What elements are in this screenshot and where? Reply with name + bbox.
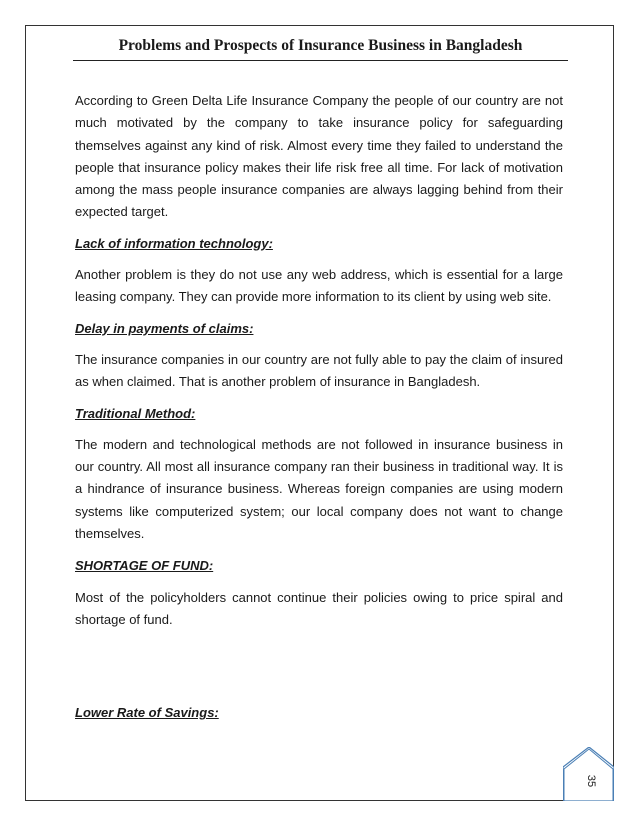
section-heading-delay-in-claims: Delay in payments of claims: [75,320,254,336]
section-heading-traditional-method: Traditional Method: [75,405,196,421]
section-body-shortage-of-fund: Most of the policyholders cannot continue their policies owing to price spiral and shortage of fund. [75,589,563,627]
section-heading-information-technology: Lack of information technology: [75,235,273,251]
section-heading-shortage-of-fund: SHORTAGE OF FUND: [75,558,214,574]
page-number: 35 [585,774,597,788]
document-body [75,90,563,725]
section-heading-lower-rate-of-savings: Lower Rate of Savings: [75,705,219,721]
section-body-information-technology: Another problem is they do not use any web address, which is essential for a large leasing company. They can provide more information to its client by using web site. [75,267,563,305]
section-body-delay-in-claims: The insurance companies in our country are not fully able to pay the claim of insured as when claimed. That is another problem of insurance in Bangladesh. [75,351,563,390]
intro-paragraph: According to Green Delta Life Insurance Company the people of our country are not much motivated by the company to take insurance policy for safeguarding themselves against any kind of risk. Almost every time they failed to understand the people that insurance policy makes their life risk free all time. For lack of motivation among the mass people insurance companies are always lagging behind from their expected target. [75,93,563,220]
section-body-traditional-method: The modern and technological methods are not followed in insurance business in our country. All most all insurance company ran their business in traditional way. It is a hindrance of insurance business. Whereas foreign companies are using modern systems like computerized system; our local company does not want to change themselves. [75,436,563,542]
running-header: Problems and Prospects of Insurance Business in Bangladesh [73,37,568,61]
